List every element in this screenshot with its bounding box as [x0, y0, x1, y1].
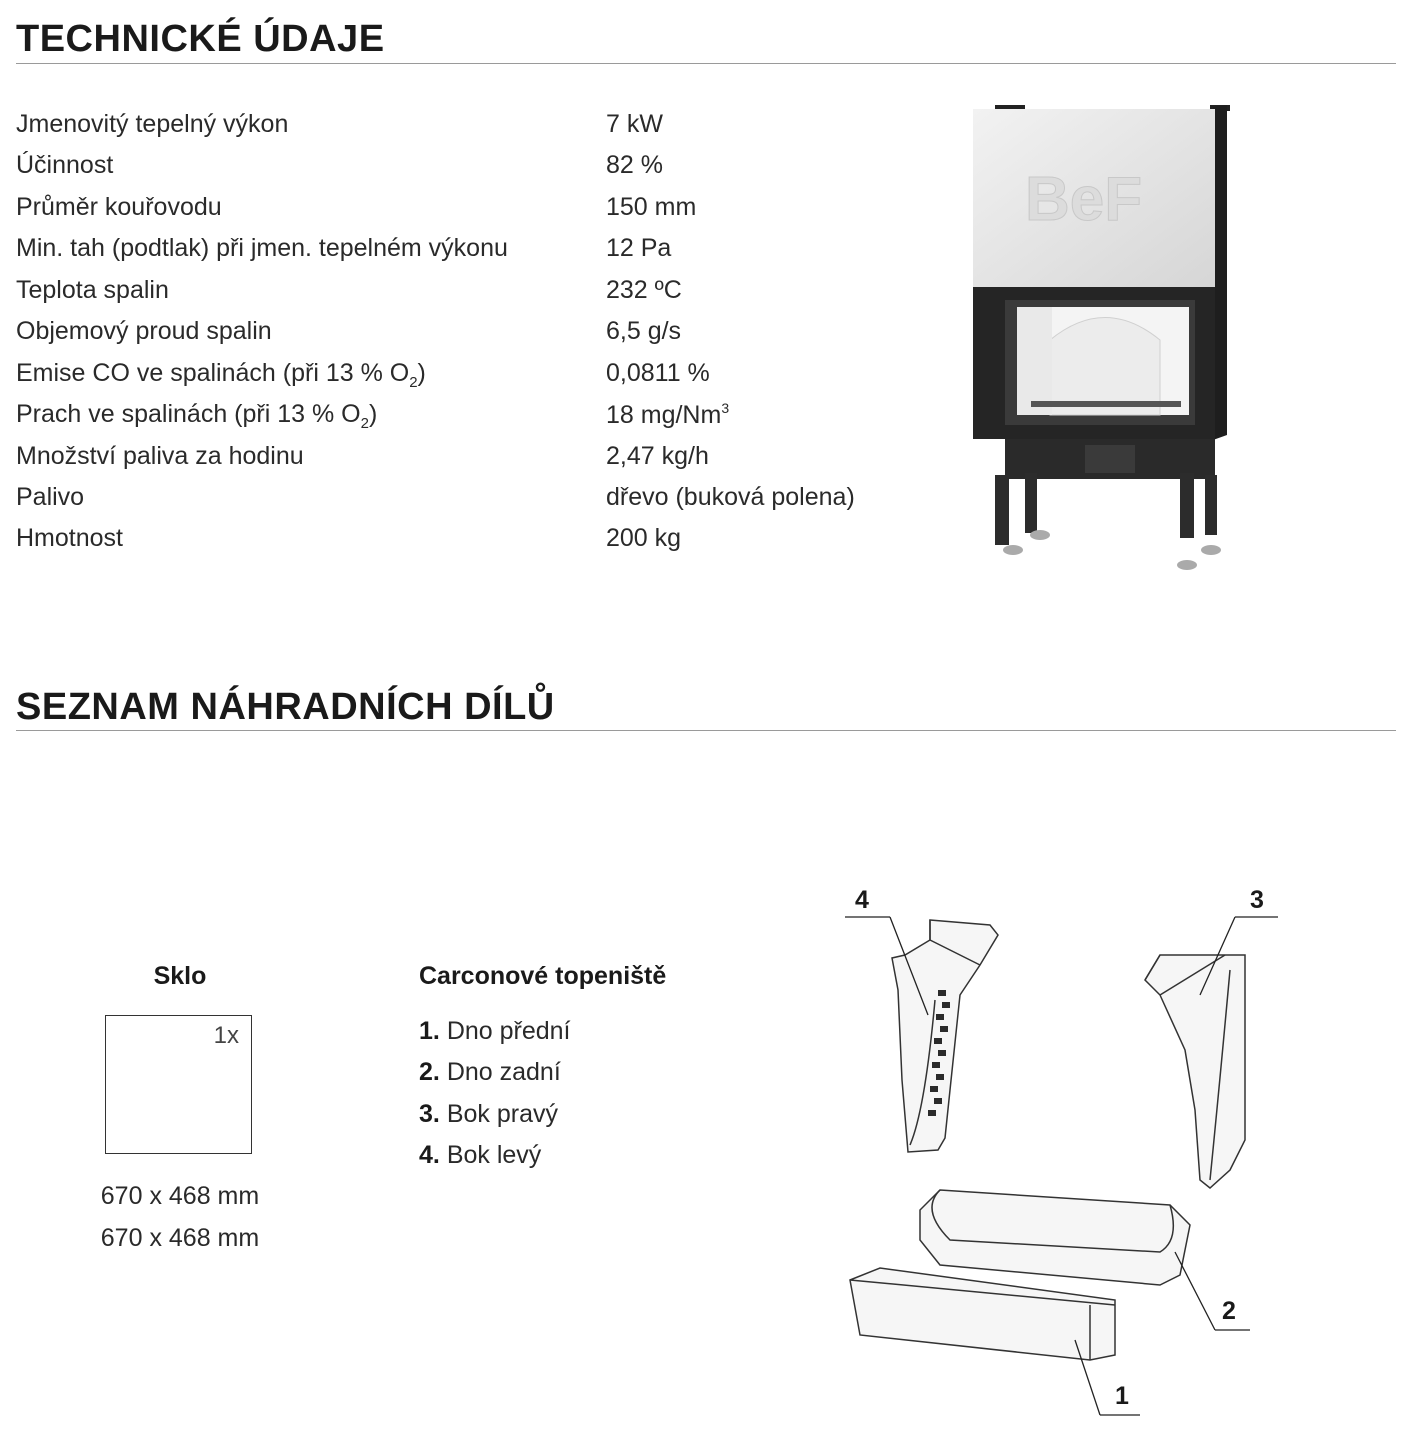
spec-label: Hmotnost: [16, 524, 123, 552]
glass-quantity: 1x: [213, 1022, 239, 1049]
glass-title: Sklo: [153, 962, 207, 990]
part-number: 4.: [419, 1141, 440, 1169]
part-front-bottom: [850, 1268, 1115, 1360]
spec-value: 18 mg/Nm$^3$: [606, 400, 730, 429]
part-left-side: [892, 920, 998, 1152]
subscript: 2: [360, 415, 369, 432]
list-item: [419, 1017, 571, 1046]
spec-label: Průměr kouřovodu: [16, 193, 222, 221]
spec-row: [16, 317, 916, 357]
spec-label: Teplota spalin: [16, 276, 169, 304]
callout-2: 2: [1222, 1297, 1236, 1325]
section-divider: [16, 63, 1396, 64]
glass-dimension: 670 x 468 mm: [100, 1224, 260, 1252]
spec-value: 12 Pa: [606, 234, 672, 262]
spec-row: [16, 524, 916, 564]
spec-row: [16, 359, 916, 399]
list-item: [419, 1141, 541, 1170]
list-item: [419, 1100, 558, 1129]
spec-value: 200 kg: [606, 524, 682, 552]
part-number: 3.: [419, 1100, 440, 1128]
spec-row: [16, 234, 916, 274]
spec-row: [16, 151, 916, 191]
spec-value: dřevo (buková polena): [606, 483, 855, 511]
spec-row: [16, 400, 916, 440]
subscript: 2: [409, 374, 418, 391]
glass-diagram: [105, 1015, 252, 1154]
list-item: [419, 1058, 561, 1087]
section-title-spare-parts: SEZNAM NÁHRADNÍCH DÍLŮ: [16, 686, 555, 728]
part-number: 1.: [419, 1017, 440, 1045]
callout-1: 1: [1115, 1382, 1129, 1410]
spec-value: 0,0811 %: [606, 359, 710, 387]
spec-value: 150 mm: [606, 193, 697, 221]
parts-diagram: [830, 880, 1290, 1425]
fireplace-image: [965, 95, 1255, 575]
spec-row: [16, 193, 916, 233]
part-name: Dno zadní: [446, 1058, 561, 1086]
spec-row: [16, 483, 916, 523]
spec-value: 7 kW: [606, 110, 663, 138]
spec-label: Emise CO ve spalinách (při 13 % $O_2$): [16, 359, 426, 391]
spec-value: 6,5 g/s: [606, 317, 682, 345]
glass-dimension: 670 x 468 mm: [100, 1182, 260, 1210]
section-title-technical-data: TECHNICKÉ ÚDAJE: [16, 18, 385, 60]
spec-row: [16, 110, 916, 150]
spec-row: [16, 442, 916, 482]
spec-label: Jmenovitý tepelný výkon: [16, 110, 289, 138]
part-name: Dno přední: [446, 1017, 571, 1045]
section-divider: [16, 730, 1396, 731]
spec-value: 232 ºC: [606, 276, 682, 304]
spec-value: 82 %: [606, 151, 663, 179]
callout-3: 3: [1250, 886, 1264, 914]
spec-value: 2,47 kg/h: [606, 442, 709, 470]
spec-label: Min. tah (podtlak) při jmen. tepelném výkonu: [16, 234, 508, 262]
brand-logo: BeF: [1025, 165, 1143, 234]
spec-label: Palivo: [16, 483, 85, 511]
spec-label: Množství paliva za hodinu: [16, 442, 304, 470]
part-name: Bok levý: [446, 1141, 542, 1169]
spec-row: [16, 276, 916, 316]
part-number: 2.: [419, 1058, 440, 1086]
part-right-side: [1145, 955, 1245, 1188]
spec-label: Objemový proud spalin: [16, 317, 272, 345]
superscript: 3: [721, 400, 730, 416]
callout-4: 4: [855, 886, 869, 914]
spec-label: Účinnost: [16, 151, 114, 179]
part-rear-bottom: [920, 1190, 1190, 1285]
part-name: Bok pravý: [446, 1100, 558, 1128]
spec-label: Prach ve spalinách (při 13 % $O_2$): [16, 400, 378, 432]
firebox-title: Carconové topeniště: [419, 962, 667, 990]
